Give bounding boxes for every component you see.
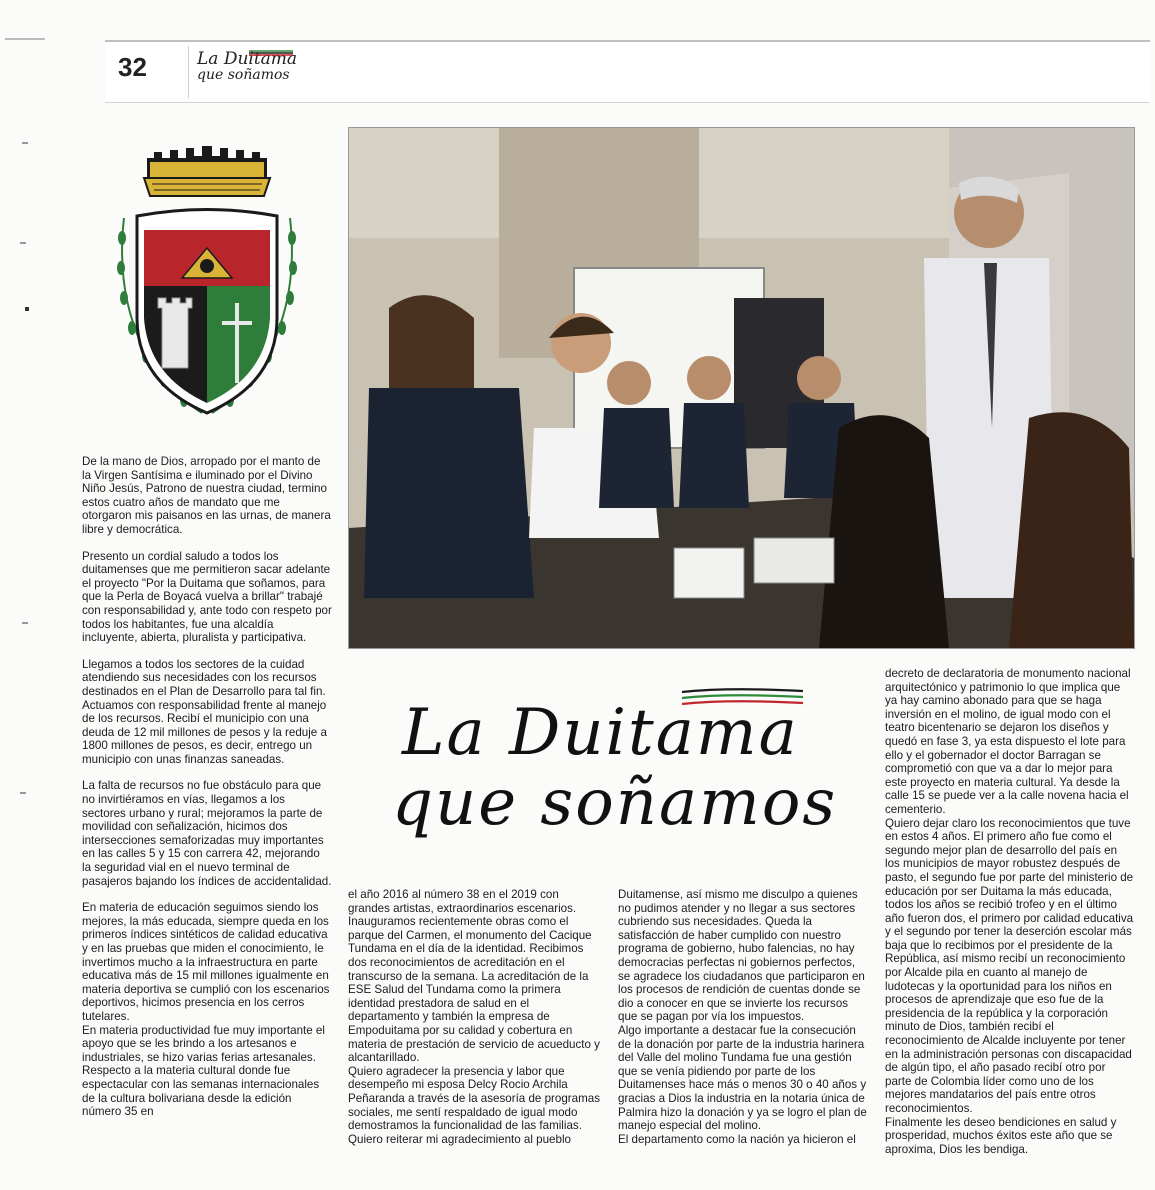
article-column-2 xyxy=(348,888,600,1146)
paragraph: Inauguramos recientemente obras como el parque del Carmen, el monumento del Cacique Tundama en el día de la identidad. Recibimos dos reconocimientos de acreditación en el transcurso de la semana. La acreditación de la ESE Salud del Tundama como la primera identidad prestadora de salud en el departamento y también la empresa de Empoduitama por su calidad y cobertura en materia de prestación de servicio de acueducto y alcantarillado. xyxy=(348,915,600,1065)
paragraph: En materia productividad fue muy importante el apoyo que se les brindo a los artesanos e industriales, se hizo varias ferias artesanales. xyxy=(82,1023,325,1064)
paragraph: Presento un cordial saludo a todos los duitamenses que me permitieron sacar adelante el proyecto "Por la Duitama que soñamos, para que la Perla de Boyacá vuelva a brillar" trabajé con responsabilidad y, ante todo con respeto por todos los habitantes, fue una alcaldía incluyente, abierta, pluralista y participativa. xyxy=(82,549,332,645)
paragraph: Algo importante a destacar fue la consecución de la donación por parte de la industria harinera del Valle del molino Tundama fue una gestión que se venía pidiendo por parte de los Duitamenses hace más o menos 30 o 40 años y gracias a Dios la industria en la notaria única de Palmira hizo la donación y ya se logro el plan de manejo especial del molino. xyxy=(618,1023,867,1133)
paragraph: Respecto a la materia cultural donde fue espectacular con las semanas internacionales de la cultura bolivariana desde la edición número 35 en xyxy=(82,1064,320,1119)
logo-stripes-icon xyxy=(247,50,295,56)
scan-mark xyxy=(5,38,45,40)
scan-mark xyxy=(20,792,26,794)
paragraph: El departamento como la nación ya hicieron el xyxy=(618,1132,856,1146)
scan-mark xyxy=(25,307,29,311)
scan-mark xyxy=(22,622,28,624)
scan-mark xyxy=(22,142,28,144)
shield-icon xyxy=(137,210,277,414)
logo-text-line2: que soñamos xyxy=(197,67,290,83)
crown-icon xyxy=(144,146,270,196)
paragraph: La falta de recursos no fue obstáculo para que no invirtiéramos en vías, llegamos a los sectores urbano y rural; mejoramos la parte de movilidad con señalización, hicimos dos intersecciones semaforizadas muy importantes en las calles 5 y 15 con carrera 42, mejorando la seguridad vial en el nuevo terminal de pasajeros bajando los índices de accidentalidad. xyxy=(82,779,332,888)
paragraph: Llegamos a todos los sectores de la cuidad atendiendo sus necesidades con los recursos destinados en el Plan de Desarrollo para tal fin. Actuamos con responsabilidad frente al manejo de los recursos. Recibí el municipio con una deuda de 12 mil millones de pesos y la reduje a 1800 millones de pesos, es decir, entrego un municipio con unas finanzas saneadas. xyxy=(82,657,327,766)
paragraph: Finalmente les deseo bendiciones en salud y prosperidad, muchos éxitos este año que se aproxima, Dios les bendiga. xyxy=(885,1115,1117,1156)
paragraph: Quiero reiterar mi agradecimiento al pueblo xyxy=(348,1132,571,1146)
article-column-4 xyxy=(885,667,1135,1156)
paragraph: Duitamense, así mismo me disculpo a quienes no pudimos atender y no llegar a sus sectores cubriendo sus necesidades. Queda la satisfacción de haber cumplido con nuestro programa de gobierno, hubo falencias, no hay democracias perfectas ni gobiernos perfectos, se agradece los ciudadanos que participaron en los procesos de rendición de cuentas donde se dio a conocer en que se invierte los recursos que se pagan por vía los impuestos. xyxy=(618,888,865,1024)
logo-text-line1: La Duitama xyxy=(197,49,298,69)
title-line2: que soñamos xyxy=(392,766,838,840)
paragraph: De la mano de Dios, arropado por el manto de la Virgen Santísima e iluminado por el Divino Niño Jesús, Patrono de nuestra ciudad, termino estos cuatro años de mandato que me otorgaron mis paisanos en las urnas, de manera libre y democrática. xyxy=(82,455,331,536)
article-column-1 xyxy=(82,455,332,1119)
paragraph: Quiero dejar claro los reconocimientos que tuve en estos 4 años. El primero año fue como el segundo mejor plan de desarrollo del país en los municipios de mayor robustez después de pasto, el segundo fue por parte del ministerio de educación por ser Duitama la más educada, todos los años se recibió trofeo y en el último año fueron dos, el primero por calidad educativa y el segundo por tener la deserción escolar más baja que lo recibimos por el presidente de la República, así mismo recibí un reconocimiento por Alcalde pila en cuanto al manejo de ludotecas y la oportunidad para los niños en procesos de aprendizaje que eso fue de la presidencia de la república y la corporación minuto de Dios, también recibí el reconocimiento de Alcalde incluyente por tener en la administración personas con discapacidad de algún tipo, el año pasado recibí otro por parte de Colombia líder como uno de los mejores mandatarios del país entre otros reconocimientos. xyxy=(885,816,1134,1115)
article-column-3 xyxy=(618,888,870,1146)
paragraph: el año 2016 al número 38 en el 2019 con grandes artistas, extraordinarios escenarios. xyxy=(348,888,577,915)
page-number: 32 xyxy=(118,52,147,82)
paragraph: Quiero agradecer la presencia y labor que desempeño mi esposa Delcy Rocio Archila Peñaranda a través de la asesoría de programas sociales, me sentí respaldado de igual modo demostramos la funcionalidad de las familias. xyxy=(348,1064,600,1133)
header-logo xyxy=(188,46,322,98)
paragraph: En materia de educación seguimos siendo los mejores, la más educada, siempre queda en los primeros índices sintéticos de calidad educativa y en las pruebas que miden el conocimiento, le invertimos mucho a la infraestructura en parte educativa más de 15 mil millones igualmente en materia deportiva se cumplió con los escenarios deportivos, hicimos presencia en los cerros tutelares. xyxy=(82,901,330,1023)
paragraph: decreto de declaratoria de monumento nacional arquitectónico y patrimonio lo que implica que ya hay camino abonado para que se haga inversión en el molino, de igual modo con el teatro bicentenario se dejaron los diseños y quedó en fase 3, ya esta dispuesto el lote para ello y el gobernador el doctor Barragan se comprometió con que va a dar lo mejor para este proyecto en materia cultural. Ya desde la calle 15 se puede ver a la calle novena hacia el cementerio. xyxy=(885,667,1131,816)
title-line1: La Duitama xyxy=(402,696,799,770)
duitama-coat-of-arms-icon xyxy=(112,138,302,443)
meeting-photo-icon xyxy=(348,127,1135,649)
article-title xyxy=(392,688,852,848)
scan-mark xyxy=(20,242,26,244)
